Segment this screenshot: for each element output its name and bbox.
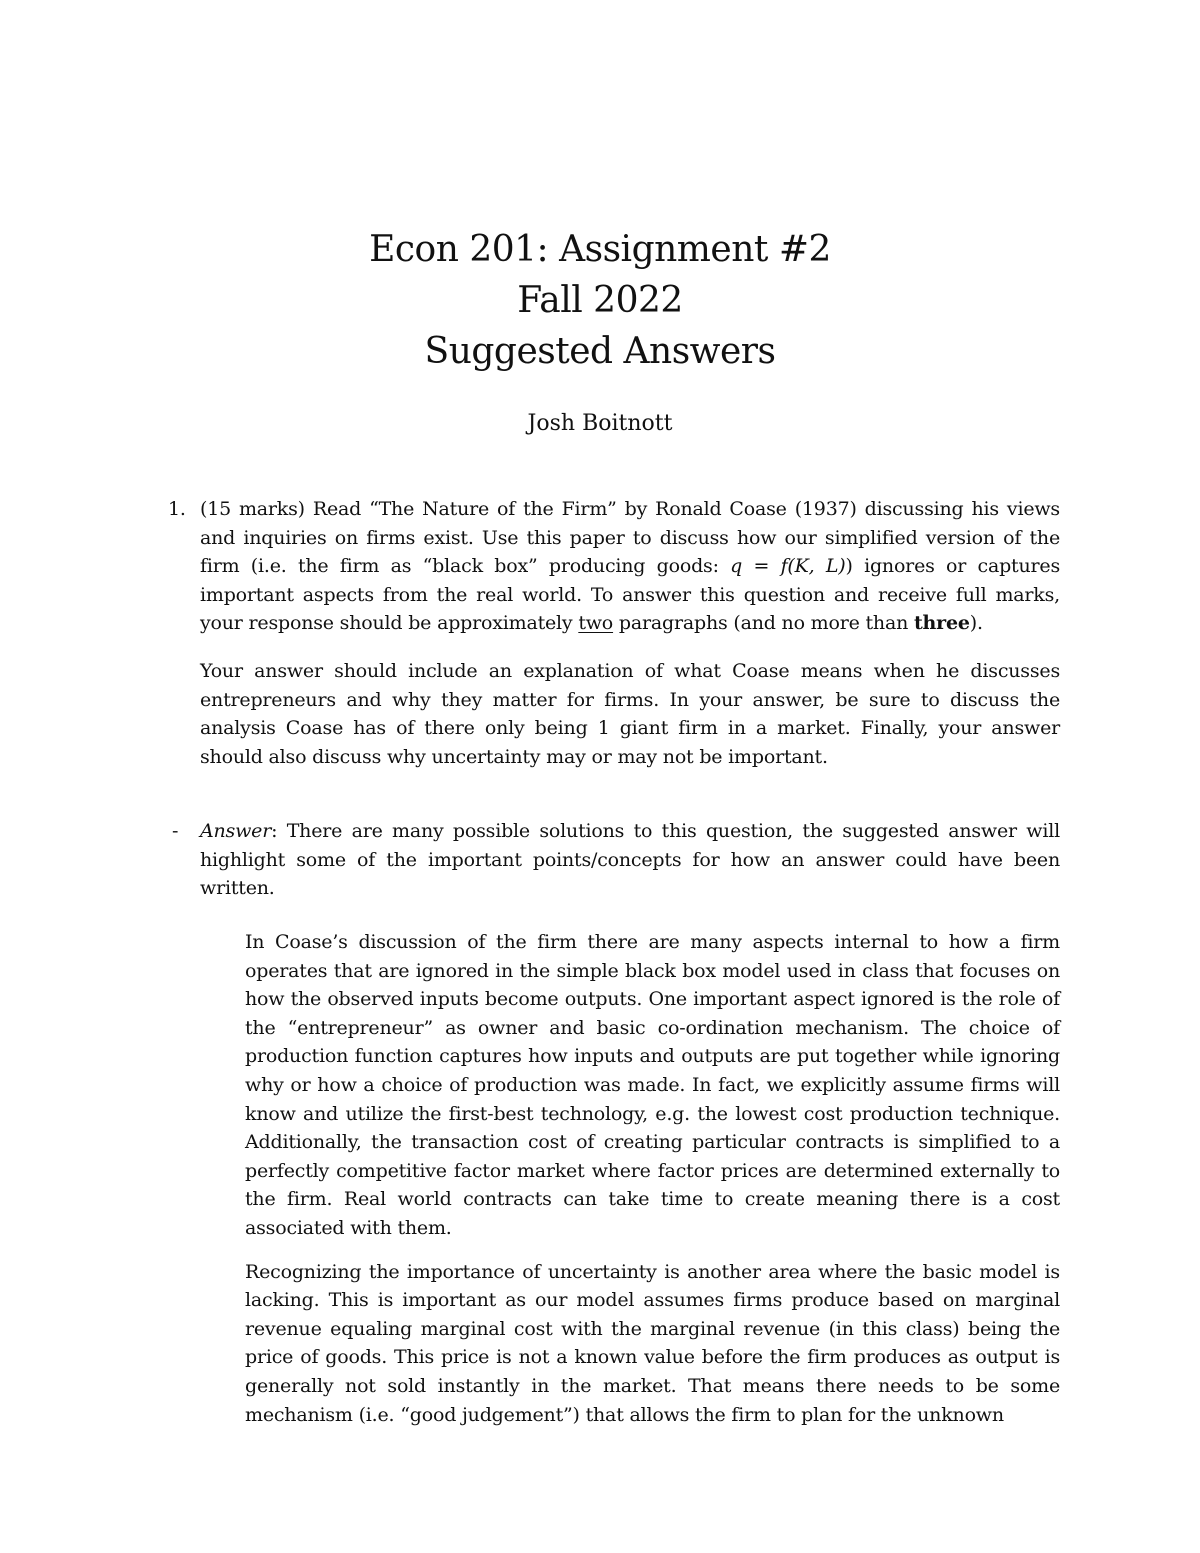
question-number: 1. bbox=[168, 498, 186, 520]
answer-intro-text: : There are many possible solutions to this question, the suggested answer will highlight some of the important points/concepts for how an answer could have been written. bbox=[200, 820, 1060, 900]
document-title: Econ 201: Assignment #2 bbox=[369, 229, 831, 270]
answer-intro-block bbox=[200, 817, 1060, 903]
answer-paragraph-2: Recognizing the importance of uncertainty is another area where the basic model is lacking. This is important as our model assumes firms produce based on marginal revenue equaling marginal cost with the marginal revenue (in this class) being the price of goods. This price is not a known value before the firm produces as output is generally not sold instantly in the market. That means there needs to be some mechanism (i.e. “good judgement”) that allows the firm to plan for the unknown bbox=[245, 1260, 1060, 1426]
question-text-part1: (15 marks) Read “The Nature of the Firm” by Ronald Coase (1937) discussing his views and inquiries on firms exist. Use this paper to discuss how our simplified version of the firm (i.e. the firm as “black box” producing goods: bbox=[200, 498, 1060, 578]
question-body bbox=[200, 495, 1060, 771]
question-text-part3: paragraphs (and no more than bbox=[613, 612, 914, 635]
question-text-part4: ). bbox=[969, 612, 983, 635]
answer-bullet: - bbox=[172, 820, 179, 842]
question-text-part2: ) ignores or captures important aspects from the real world. To answer this question and receive full marks, your response should be approximately bbox=[200, 555, 1060, 635]
document-subtitle: Suggested Answers bbox=[424, 331, 776, 372]
production-function-formula: q = f(K, L) bbox=[730, 555, 846, 578]
answer-discussion bbox=[245, 928, 1060, 1429]
bold-word-three: three bbox=[913, 612, 970, 635]
question-paragraph-2: Your answer should include an explanation of what Coase means when he discusses entrepreneurs and why they matter for firms. In your answer, be sure to discuss the analysis Coase has of there only being 1 giant firm in a market. Finally, your answer should also discuss why uncertainty may or may not be important. bbox=[200, 659, 1060, 768]
answer-label: Answer bbox=[200, 820, 272, 842]
question-paragraph-1 bbox=[200, 495, 1060, 638]
document-header bbox=[0, 224, 1200, 439]
document-term: Fall 2022 bbox=[517, 280, 683, 321]
underlined-word-two: two bbox=[578, 612, 614, 635]
answer-paragraph-1: In Coase’s discussion of the firm there are many aspects internal to how a firm operates that are ignored in the simple black box model used in class that focuses on how the observed inputs become outputs. One important aspect ignored is the role of the “entrepreneur” as owner and basic co-ordination mechanism. The choice of production function captures how inputs and outputs are put together while ignoring why or how a choice of production was made. In fact, we explicitly assume firms will know and utilize the first-best technology, e.g. the lowest cost production technique. Additionally, the transaction cost of creating particular contracts is simplified to a perfectly competitive factor market where factor prices are determined externally to the firm. Real world contracts can take time to create meaning there is a cost associated with them. bbox=[245, 931, 1060, 1239]
answer-intro bbox=[200, 817, 1060, 903]
document-author: Josh Boitnott bbox=[527, 411, 673, 436]
